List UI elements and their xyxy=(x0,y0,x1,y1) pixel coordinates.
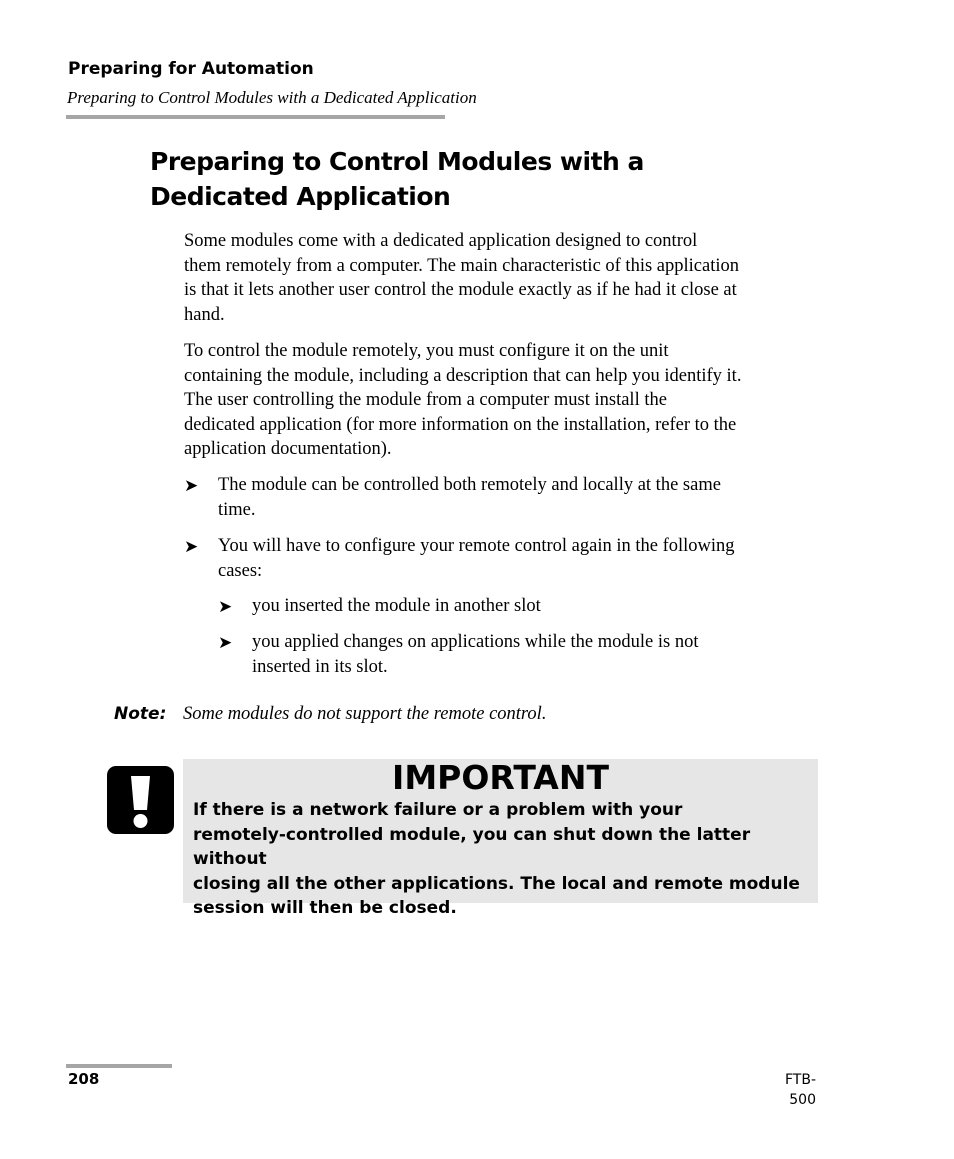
important-box xyxy=(183,758,818,919)
paragraph-line: is that it lets another user control the module exactly as if he had it close at xyxy=(184,280,737,301)
bullet-text xyxy=(218,473,721,522)
bullet-item xyxy=(184,473,824,523)
bullet-line: The module can be controlled both remotely and locally at the same xyxy=(218,475,721,495)
important-line: remotely-controlled module, you can shut down the latter without xyxy=(193,824,751,870)
bullet-line: you applied changes on applications while the module is not xyxy=(252,632,699,652)
bullet-text xyxy=(252,630,698,679)
section-title xyxy=(150,144,830,214)
important-line: If there is a network failure or a problem with your xyxy=(193,800,683,820)
arrow-bullet-icon: ➤ xyxy=(184,476,199,496)
bullet-line: cases: xyxy=(218,560,263,581)
arrow-bullet-icon: ➤ xyxy=(184,537,199,557)
running-header-section: Preparing for Automation xyxy=(68,59,314,79)
paragraph-line: dedicated application (for more information on the installation, refer to the xyxy=(184,414,737,435)
important-text xyxy=(193,798,813,921)
arrow-bullet-icon: ➤ xyxy=(218,633,233,653)
sub-bullet-item xyxy=(218,594,824,620)
paragraph-line: To control the module remotely, you must configure it on the unit xyxy=(184,341,669,361)
running-header-subsection: Preparing to Control Modules with a Dedicated Application xyxy=(67,88,477,107)
important-title: IMPORTANT xyxy=(392,758,609,797)
paragraph-line: The user controlling the module from a computer must install the xyxy=(184,390,667,411)
bullet-text xyxy=(252,594,541,619)
sub-bullet-item xyxy=(218,630,824,680)
paragraph-intro xyxy=(184,229,822,327)
bullet-line: time. xyxy=(218,499,256,520)
important-line: session will then be closed. xyxy=(193,898,457,919)
header-rule xyxy=(66,115,445,119)
note-text: Some modules do not support the remote control. xyxy=(183,704,547,724)
section-title-line-1: Preparing to Control Modules with a xyxy=(150,147,644,176)
bullet-line: inserted in its slot. xyxy=(252,656,388,677)
paragraph-line: hand. xyxy=(184,304,225,325)
paragraph-line: containing the module, including a description that can help you identify it. xyxy=(184,365,742,386)
bullet-line: you inserted the module in another slot xyxy=(252,596,541,616)
note-label: Note: xyxy=(114,704,167,724)
paragraph-line: Some modules come with a dedicated application designed to control xyxy=(184,231,698,251)
important-line: closing all the other applications. The local and remote module xyxy=(193,873,800,894)
paragraph-line: them remotely from a computer. The main characteristic of this application xyxy=(184,255,739,276)
arrow-bullet-icon: ➤ xyxy=(218,597,233,617)
section-title-line-2: Dedicated Application xyxy=(150,182,451,211)
page-number: 208 xyxy=(68,1070,100,1088)
bullet-line: You will have to configure your remote control again in the following xyxy=(218,536,735,556)
paragraph-configure xyxy=(184,339,822,462)
bullet-text xyxy=(218,534,735,583)
paragraph-line: application documentation). xyxy=(184,439,392,460)
bullet-item xyxy=(184,534,824,584)
footer-rule xyxy=(66,1064,172,1068)
exclamation-icon xyxy=(107,766,174,834)
product-name: FTB-500 xyxy=(784,1072,816,1108)
